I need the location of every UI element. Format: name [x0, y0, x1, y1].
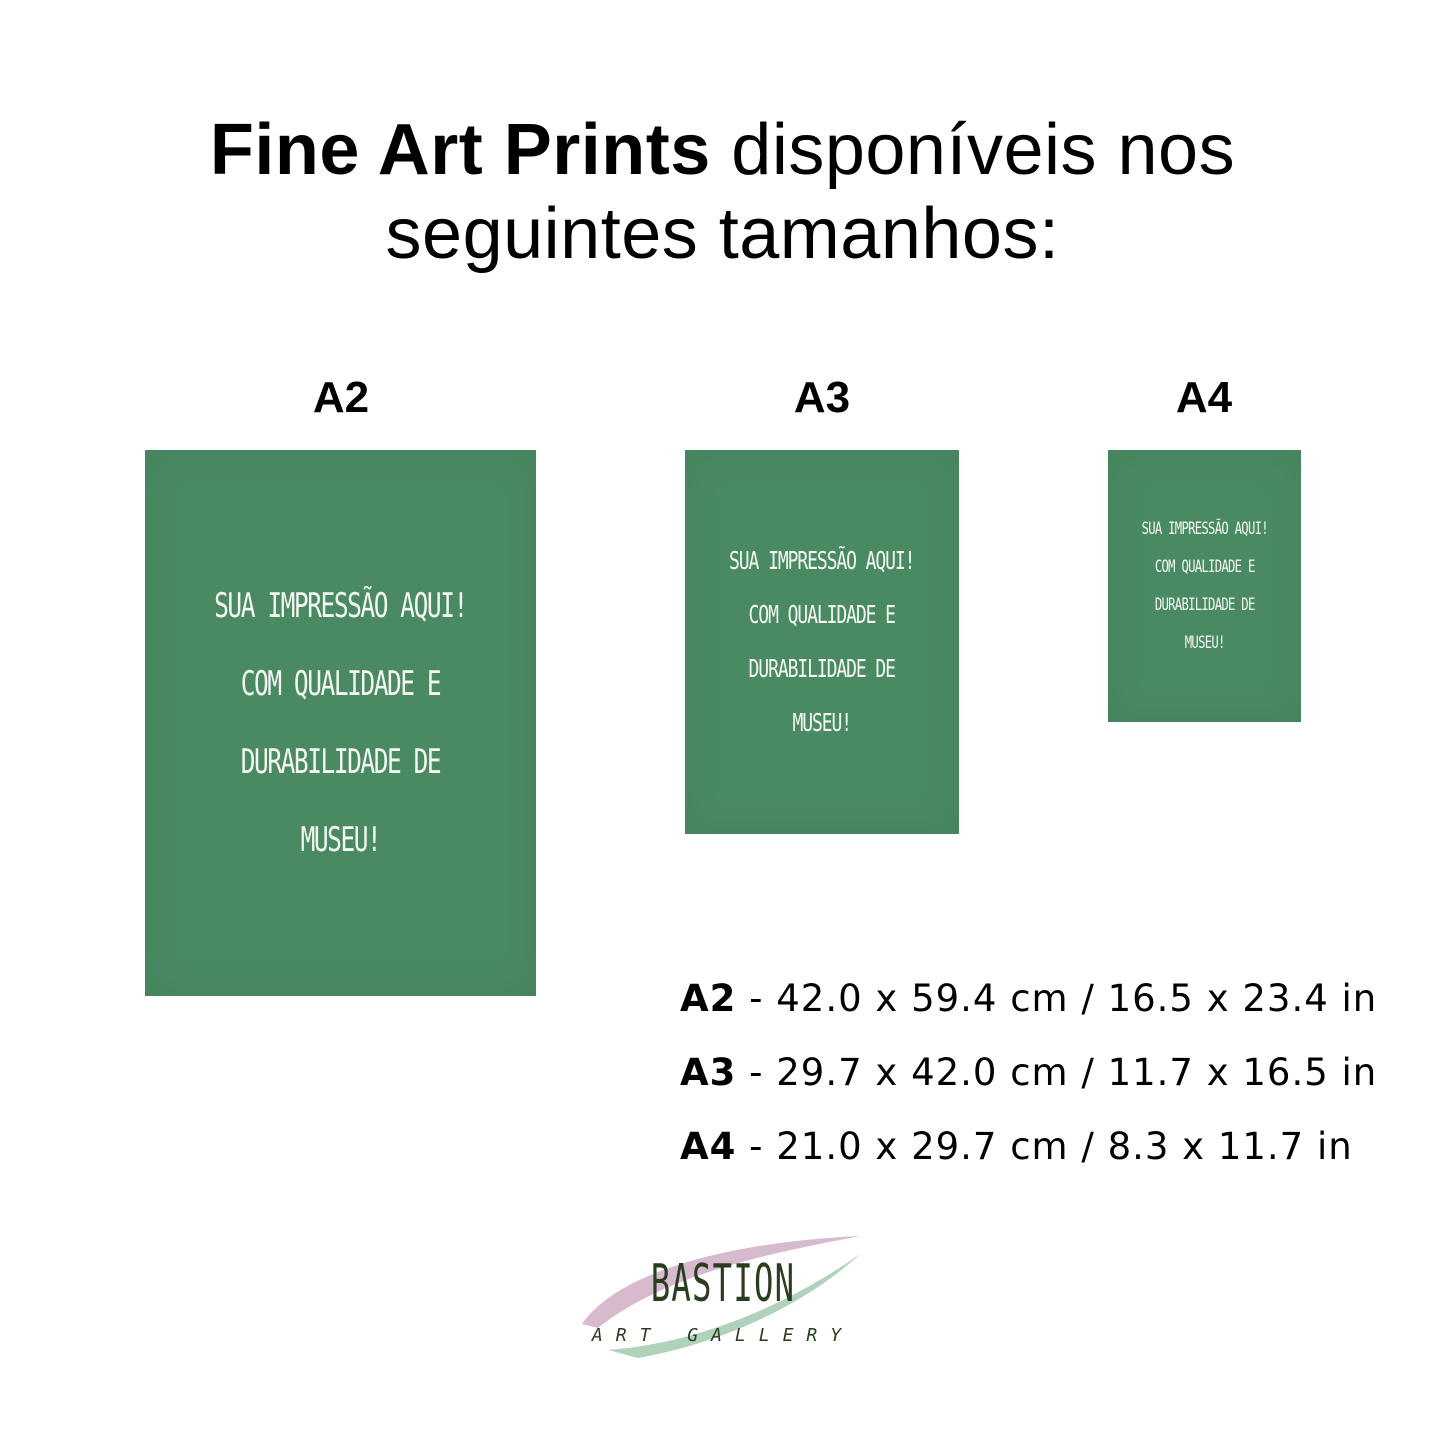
headline-line-1-rest: disponíveis nos — [710, 110, 1236, 190]
print-preview-a3-text — [729, 534, 914, 750]
spec-size: A3 — [680, 1051, 737, 1094]
card-line: COM QUALIDADE E — [240, 664, 441, 704]
card-line: DURABILIDADE DE — [1154, 595, 1255, 615]
print-preview-a2-text — [214, 567, 467, 879]
headline-line-1 — [0, 108, 1445, 192]
card-line: SUA IMPRESSÃO AQUI! — [1141, 519, 1268, 539]
spec-dims: - 21.0 x 29.7 cm / 8.3 x 11.7 in — [736, 1125, 1353, 1168]
card-line: COM QUALIDADE E — [748, 600, 896, 629]
size-label-a4: A4 — [1175, 373, 1233, 422]
spec-dims: - 29.7 x 42.0 cm / 11.7 x 16.5 in — [736, 1051, 1378, 1094]
spec-size: A2 — [680, 977, 737, 1020]
card-line: MUSEU! — [792, 708, 852, 737]
card-line: DURABILIDADE DE — [748, 654, 896, 683]
spec-size: A4 — [680, 1125, 737, 1168]
size-spec-list — [680, 962, 1377, 1184]
headline — [0, 108, 1445, 276]
card-line: MUSEU! — [1184, 633, 1225, 653]
card-line: SUA IMPRESSÃO AQUI! — [214, 586, 467, 626]
size-spec-a4 — [680, 1110, 1377, 1184]
card-line: COM QUALIDADE E — [1154, 557, 1255, 577]
headline-bold: Fine Art Prints — [209, 110, 711, 190]
logo-subtitle: ART GALLERY — [591, 1325, 855, 1346]
bastion-logo — [578, 1232, 868, 1362]
print-preview-a2 — [145, 450, 536, 996]
card-line: SUA IMPRESSÃO AQUI! — [729, 546, 915, 575]
size-spec-a2 — [680, 962, 1377, 1036]
print-preview-a4-text — [1141, 510, 1267, 662]
headline-line-2: seguintes tamanhos: — [385, 194, 1060, 274]
spec-dims: - 42.0 x 59.4 cm / 16.5 x 23.4 in — [736, 977, 1378, 1020]
print-preview-a4 — [1108, 450, 1301, 722]
size-spec-a3 — [680, 1036, 1377, 1110]
logo-title: BASTION — [650, 1254, 796, 1314]
size-label-a2: A2 — [312, 373, 370, 422]
card-line: MUSEU! — [300, 820, 381, 860]
card-line: DURABILIDADE DE — [240, 742, 441, 782]
print-preview-a3 — [685, 450, 959, 834]
size-label-a3: A3 — [793, 373, 851, 422]
